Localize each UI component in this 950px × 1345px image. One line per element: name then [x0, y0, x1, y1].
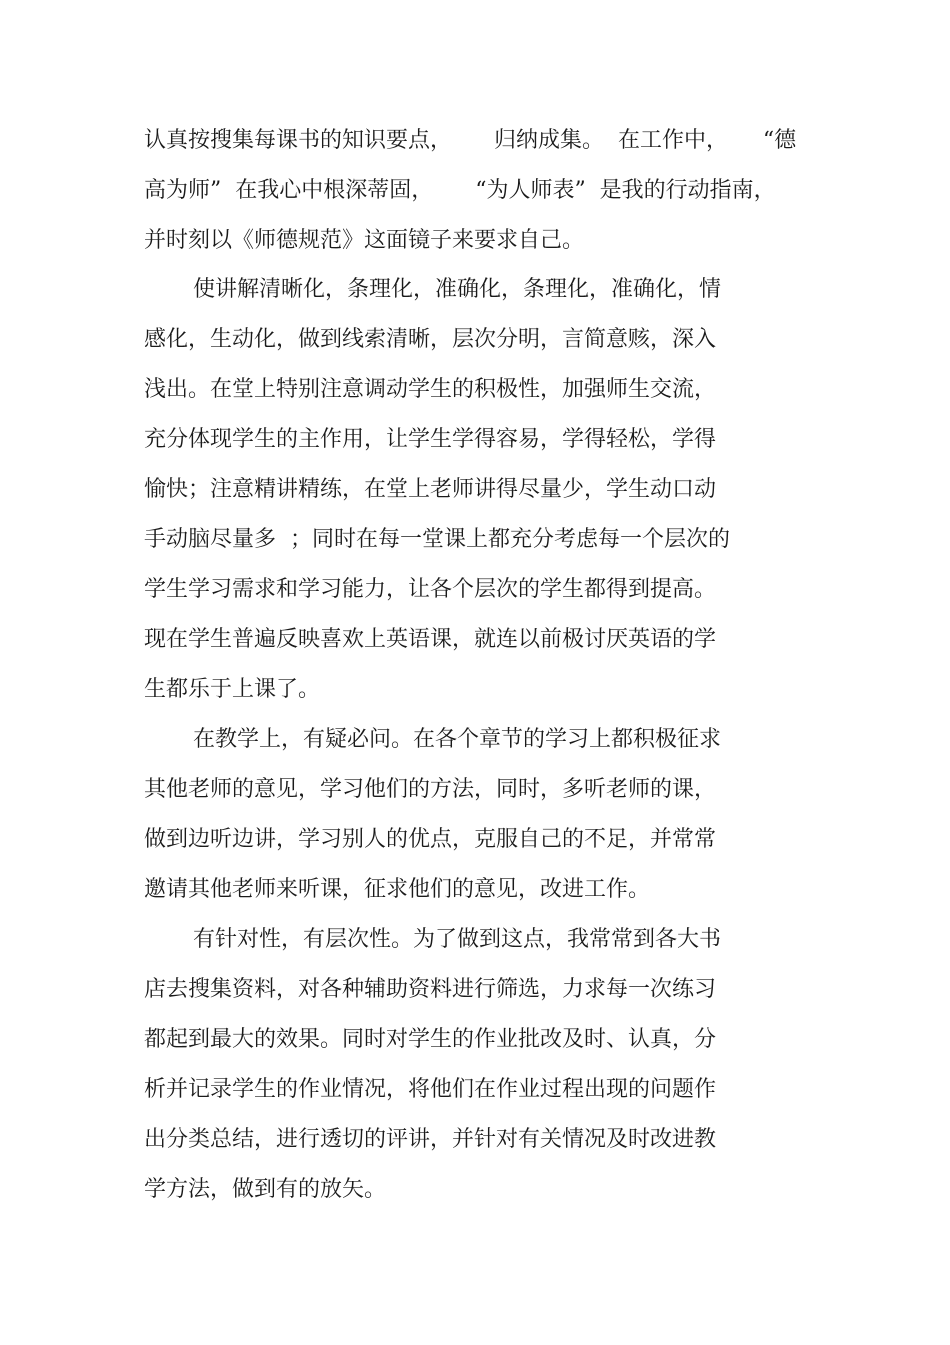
- paragraph-2-line-3: 浅出。在堂上特别注意调动学生的积极性，加强师生交流，: [144, 377, 717, 402]
- paragraph-4-line-2: 店去搜集资料，对各种辅助资料进行筛选，力求每一次练习: [144, 977, 717, 1002]
- paragraph-2-line-6: 手动脑尽量多 ；同时在每一堂课上都充分考虑每一个层次的: [144, 527, 730, 552]
- paragraph-3-line-2: 其他老师的意见，学习他们的方法，同时，多听老师的课，: [144, 777, 717, 802]
- paragraph-4-line-5: 出分类总结，进行透切的评讲，并针对有关情况及时改进教: [144, 1127, 717, 1152]
- paragraph-2-line-2: 感化，生动化，做到线索清晰，层次分明，言简意赅，深入: [144, 327, 717, 352]
- paragraph-4-line-1: 有针对性，有层次性。为了做到这点，我常常到各大书: [193, 927, 722, 952]
- paragraph-1-line-2: 高为师” 在我心中根深蒂固， “为人师表” 是我的行动指南，: [144, 178, 776, 203]
- paragraph-2-line-9: 生都乐于上课了。: [144, 677, 321, 702]
- paragraph-4-line-3: 都起到最大的效果。同时对学生的作业批改及时、认真，分: [144, 1027, 717, 1052]
- paragraph-2-line-8: 现在学生普遍反映喜欢上英语课，就连以前极讨厌英语的学: [144, 627, 717, 652]
- paragraph-1-line-1: 认真按搜集每课书的知识要点， 归纳成集。 在工作中， “德: [144, 128, 797, 153]
- paragraph-1-line-3: 并时刻以《师德规范》这面镜子来要求自己。: [144, 228, 585, 253]
- paragraph-4-line-6: 学方法，做到有的放矢。: [144, 1177, 387, 1202]
- paragraph-4-line-4: 析并记录学生的作业情况，将他们在作业过程出现的问题作: [144, 1077, 717, 1102]
- paragraph-2-line-5: 愉快；注意精讲精练，在堂上老师讲得尽量少，学生动口动: [144, 477, 717, 502]
- paragraph-3-line-3: 做到边听边讲，学习别人的优点，克服自己的不足，并常常: [144, 827, 717, 852]
- paragraph-2-line-7: 学生学习需求和学习能力，让各个层次的学生都得到提高。: [144, 577, 717, 602]
- paragraph-2-line-4: 充分体现学生的主作用，让学生学得容易，学得轻松，学得: [144, 427, 717, 452]
- paragraph-2-line-1: 使讲解清晰化，条理化，准确化，条理化，准确化，情: [193, 277, 722, 302]
- paragraph-3-line-1: 在教学上，有疑必问。在各个章节的学习上都积极征求: [193, 727, 722, 752]
- paragraph-3-line-4: 邀请其他老师来听课，征求他们的意见，改进工作。: [144, 877, 651, 902]
